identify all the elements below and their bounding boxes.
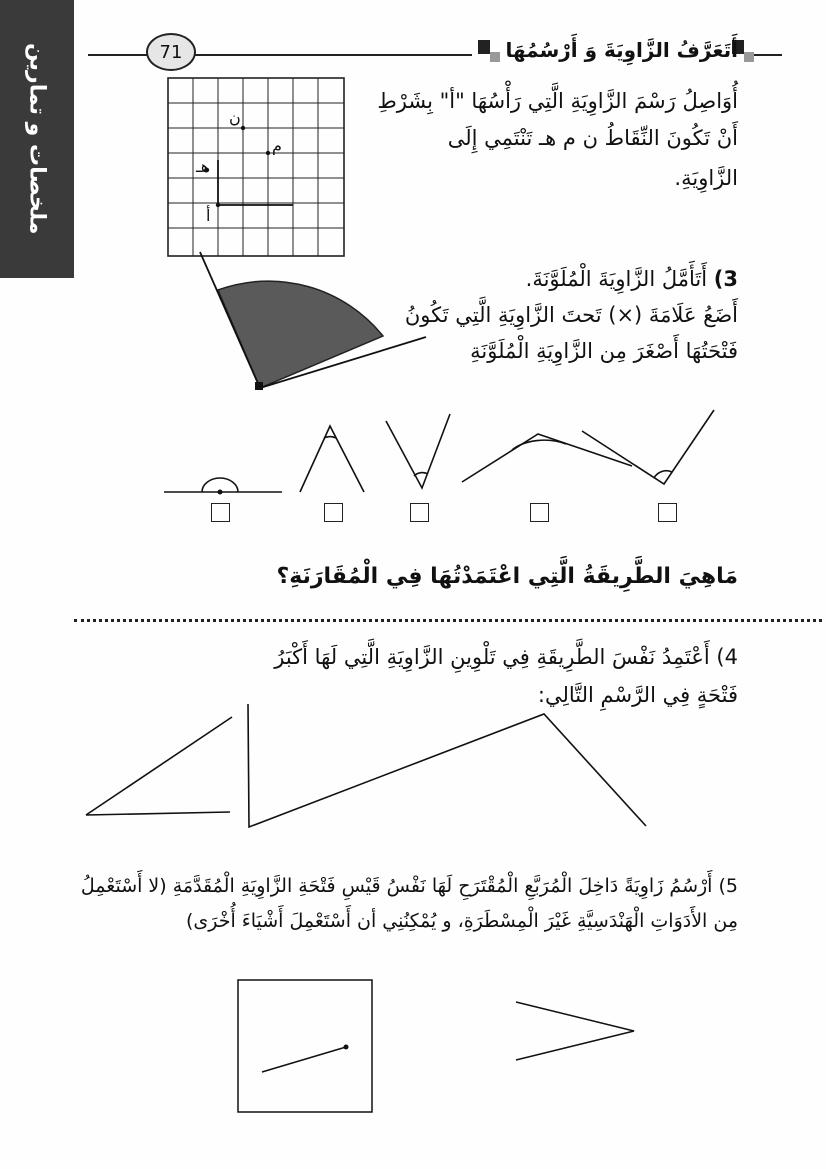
large-angle-figure bbox=[86, 704, 646, 827]
exercise-2-line-1: أُوَاصِلُ رَسْمَ الزَّاوِيَةِ الَّتِي رَأْسُهَا "أ" بِشَرْطِ bbox=[377, 89, 738, 113]
vertex-mark bbox=[255, 382, 263, 390]
checkbox-icon[interactable] bbox=[410, 503, 429, 522]
exercise-5-line-1: 5) أَرْسُمُ زَاوِيَةً دَاخِلَ الْمُرَبَّعِ الْمُقْتَرَحِ لَهَا نَفْسُ قَيْسِ فَتْحَةِ الزَّاوِيَةِ الْمُقَدَّمَةِ (لا أَسْتَعْمِلُ bbox=[80, 875, 738, 897]
compare-angle-vertex bbox=[218, 490, 223, 495]
square-ray-endpoint bbox=[344, 1045, 349, 1050]
point-label-m: م bbox=[272, 136, 282, 155]
point-label-n: ن bbox=[229, 108, 241, 127]
checkbox-icon[interactable] bbox=[658, 503, 677, 522]
dot-grid bbox=[168, 78, 344, 256]
exercise-2-line-2: أَنْ تَكُونَ النِّقَاطُ ن م هـ تَنْتَمِي إِلَى bbox=[447, 126, 738, 150]
checkbox-icon[interactable] bbox=[324, 503, 343, 522]
exercise-3-number: 3) bbox=[713, 267, 738, 291]
exercise-5-line-2: مِن الأَدَوَاتِ الْهَنْدَسِيَّةِ غَيْرَ الْمِسْطَرَةِ، و يُمْكِنُنِي أن أَسْتَعْمِلَ أَشْيَاءَ أُخْرَى) bbox=[185, 910, 738, 932]
grid-points bbox=[205, 126, 270, 207]
sidebar-label: ملخصات و تمارين bbox=[24, 43, 50, 235]
exercise-3-line-2: فَتْحَتُهَا أَصْغَرَ مِن الزَّاوِيَةِ الْمُلَوَّنَةِ bbox=[470, 339, 738, 363]
point-label-a: أ bbox=[206, 206, 211, 225]
point-label-h: هـ bbox=[196, 157, 210, 176]
comparison-question: مَاهِيَ الطَّرِيقَةُ الَّتِي اعْتَمَدْتُهَا فِي الْمُقَارَنَةِ؟ bbox=[276, 564, 738, 589]
shaded-angle bbox=[218, 281, 383, 388]
dotted-divider bbox=[74, 619, 822, 622]
exercise-4-line-2: فَتْحَةٍ فِي الرَّسْمِ التَّالِي: bbox=[537, 683, 738, 707]
checkbox-icon[interactable] bbox=[530, 503, 549, 522]
exercise-3-line-1: أَضَعُ عَلَامَةَ (×) تَحتَ الزَّاوِيَةِ الَّتِي تَكُونُ bbox=[404, 303, 738, 327]
page-number: 71 bbox=[159, 41, 183, 63]
exercise-5-figures bbox=[238, 980, 634, 1112]
page-title: أَتَعَرَّفُ الزَّاوِيَةَ وَ أَرْسُمُهَا bbox=[505, 38, 738, 62]
checkbox-icon[interactable] bbox=[211, 503, 230, 522]
exercise-3-heading bbox=[526, 264, 738, 295]
exercise-3-heading-text: أَتَأَمَّلُ الزَّاوِيَةَ الْمُلَوَّنَةَ. bbox=[525, 267, 708, 291]
exercise-2-line-3: الزَّاوِيَةِ. bbox=[674, 166, 738, 190]
exercise-4-line-1: 4) أَعْتَمِدُ نَفْسَ الطَّرِيقَةِ فِي تَلْوِينِ الزَّاوِيَةِ الَّتِي لَهَا أَكْبَرُ bbox=[274, 645, 738, 669]
compare-angles bbox=[164, 410, 714, 492]
grid-angle-start bbox=[218, 160, 293, 205]
